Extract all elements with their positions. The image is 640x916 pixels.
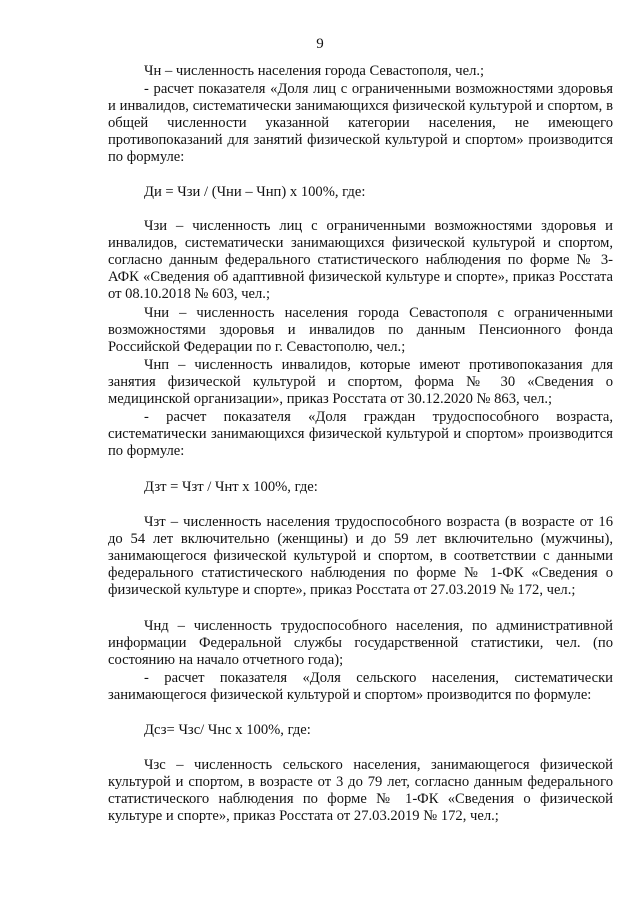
- definition-chzt: Чзт – численность населения трудоспособного возраста (в возрасте от 16 до 54 лет включительно (женщины) и до 59 лет включительно (мужчины), занимающегося физической культурой и спортом, в соответствии с данными федерального статистического наблюдения по форме № 1-ФК «Сведения о физической культуре и спорте», приказ Росстата от 27.03.2019 № 172, чел.;: [108, 514, 613, 598]
- formula-dzt: Дзт = Чзт / Чнт х 100%, где:: [144, 479, 318, 495]
- definition-chnd: Чнд – численность трудоспособного населения, по административной информации Федеральной службы государственной статистики, чел. (по состоянию на начало отчетного года);: [108, 618, 613, 668]
- formula-di: Ди = Чзи / (Чни – Чнп) х 100%, где:: [144, 184, 366, 200]
- calculation-intro-working-age: - расчет показателя «Доля граждан трудоспособного возраста, систематически занимающихся физической культурой и спортом» производится по формуле:: [108, 409, 613, 459]
- definition-chn: Чн – численность населения города Севастополя, чел.;: [144, 63, 485, 79]
- definition-chnp: Чнп – численность инвалидов, которые имеют противопоказания для занятия физической культурой и спортом, форма № 30 «Сведения о медицинской организации», приказ Росстата от 30.12.2020 № 863, чел.;: [108, 357, 613, 407]
- calculation-intro-disabled: - расчет показателя «Доля лиц с ограниченными возможностями здоровья и инвалидов, систематически занимающихся физической культурой и спортом, в общей численности указанной категории населения, не имеющего противопоказаний для занятий физической культурой и спортом» производится по формуле:: [108, 81, 613, 165]
- definition-chzs: Чзс – численность сельского населения, занимающегося физической культурой и спортом, в возрасте от 3 до 79 лет, согласно данным федерального статистического наблюдения по форме № 1-ФК «Сведения о физической культуре и спорте», приказ Росстата от 27.03.2019 № 172, чел.;: [108, 757, 613, 824]
- definition-chzi: Чзи – численность лиц с ограниченными возможностями здоровья и инвалидов, систематически занимающихся физической культурой и спортом, согласно данным федерального статистического наблюдения по форме № 3-АФК «Сведения об адаптивной физической культуре и спорте», приказ Росстата от 08.10.2018 № 603, чел.;: [108, 218, 613, 302]
- definition-chni: Чни – численность населения города Севастополя с ограниченными возможностями здоровья и инвалидов по данным Пенсионного фонда Российской Федерации по г. Севастополю, чел.;: [108, 305, 613, 355]
- calculation-intro-rural: - расчет показателя «Доля сельского населения, систематически занимающегося физической культурой и спортом» производится по формуле:: [108, 670, 613, 703]
- formula-dsz: Дсз= Чзс/ Чнс х 100%, где:: [144, 722, 311, 738]
- page-number: 9: [316, 36, 324, 52]
